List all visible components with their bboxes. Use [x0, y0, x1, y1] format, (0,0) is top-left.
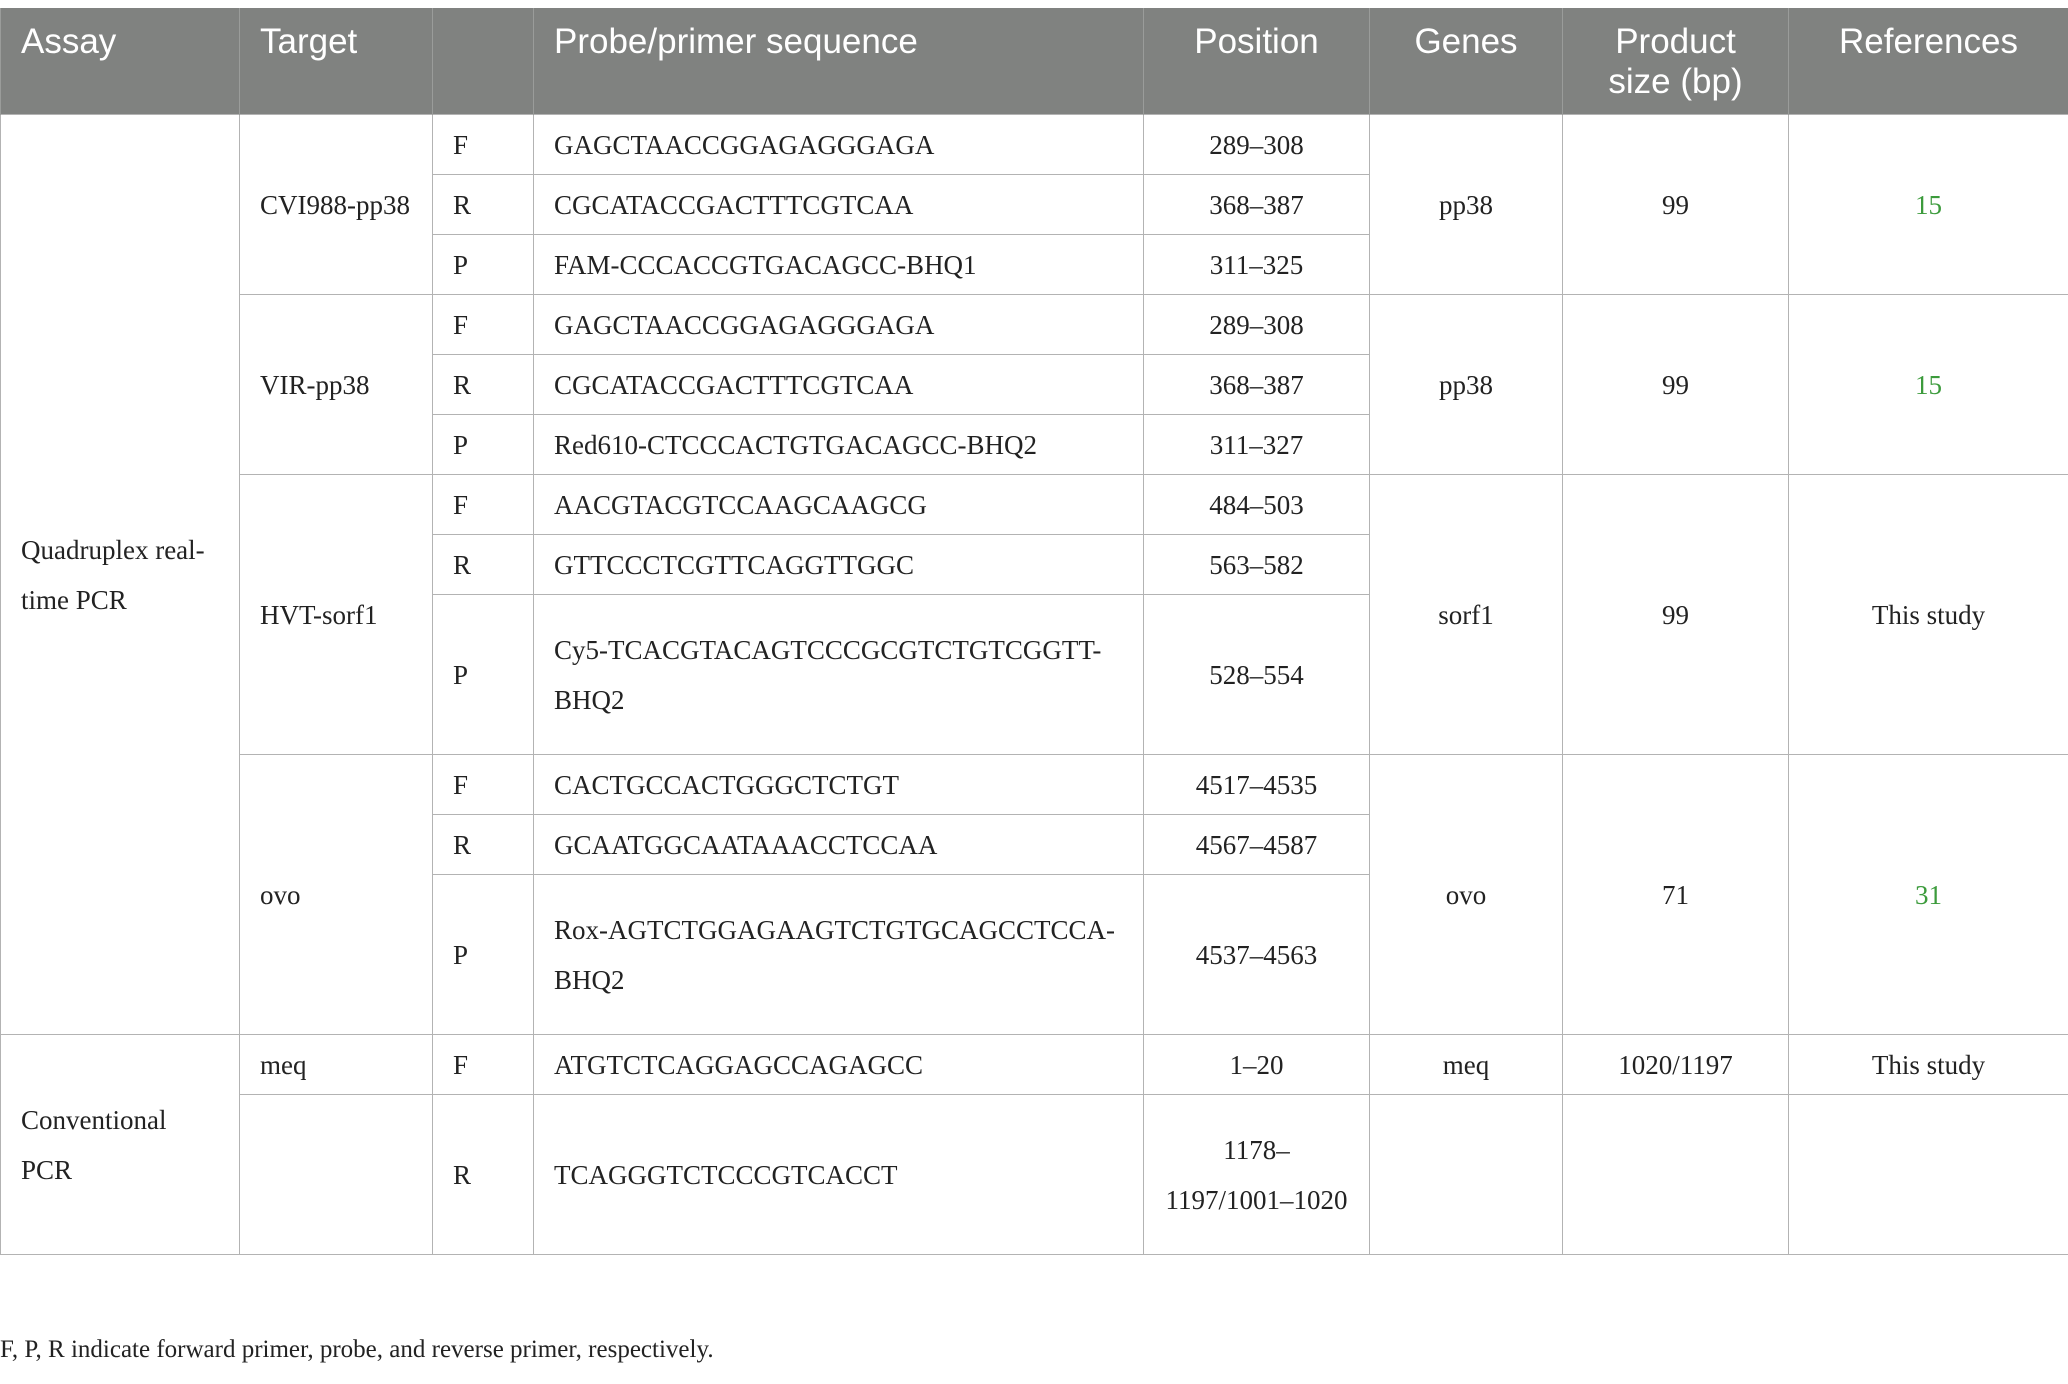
table-row — [1, 295, 2068, 355]
position-cell: 289–308 — [1144, 115, 1370, 175]
gene-cell: ovo — [1370, 755, 1563, 1035]
sequence-cell: ATGTCTCAGGAGCCAGAGCC — [534, 1035, 1144, 1095]
reference-cell: This study — [1789, 475, 2068, 755]
position-cell: 311–325 — [1144, 235, 1370, 295]
reference-label[interactable]: 31 — [1915, 879, 1942, 910]
header-genes: Genes — [1370, 8, 1563, 115]
table-row — [1, 475, 2068, 535]
table-row — [1, 1035, 2068, 1095]
sequence-cell: CGCATACCGACTTTCGTCAA — [534, 355, 1144, 415]
position-cell: 4517–4535 — [1144, 755, 1370, 815]
header-sequence: Probe/primer sequence — [534, 8, 1144, 115]
position-cell: 289–308 — [1144, 295, 1370, 355]
sequence-cell: GTTCCCTCGTTCAGGTTGGC — [534, 535, 1144, 595]
size-cell: 99 — [1563, 295, 1789, 475]
gene-cell: pp38 — [1370, 295, 1563, 475]
reference-link[interactable] — [1789, 115, 2068, 295]
type-cell: P — [433, 595, 534, 755]
reference-label[interactable]: 15 — [1915, 369, 1942, 400]
header-references: References — [1789, 8, 2068, 115]
position-cell: 311–327 — [1144, 415, 1370, 475]
sequence-cell: TCAGGGTCTCCCGTCACCT — [534, 1095, 1144, 1255]
target-cell: meq — [240, 1035, 433, 1095]
size-cell: 1020/1197 — [1563, 1035, 1789, 1095]
position-cell: 1178–1197/1001–1020 — [1144, 1095, 1370, 1255]
sequence-cell: FAM-CCCACCGTGACAGCC-BHQ1 — [534, 235, 1144, 295]
header-assay: Assay — [1, 8, 240, 115]
type-cell: P — [433, 415, 534, 475]
position-cell: 4537–4563 — [1144, 875, 1370, 1035]
type-cell: P — [433, 875, 534, 1035]
sequence-cell: GCAATGGCAATAAACCTCCAA — [534, 815, 1144, 875]
primer-probe-table — [0, 8, 2068, 1255]
type-cell: F — [433, 475, 534, 535]
type-cell: R — [433, 815, 534, 875]
reference-link[interactable] — [1789, 755, 2068, 1035]
sequence-cell: AACGTACGTCCAAGCAAGCG — [534, 475, 1144, 535]
position-cell: 368–387 — [1144, 175, 1370, 235]
header-target: Target — [240, 8, 433, 115]
position-cell: 484–503 — [1144, 475, 1370, 535]
sequence-cell: GAGCTAACCGGAGAGGGAGA — [534, 115, 1144, 175]
reference-link[interactable] — [1789, 295, 2068, 475]
size-cell-empty — [1563, 1095, 1789, 1255]
target-cell: CVI988-pp38 — [240, 115, 433, 295]
position-cell: 368–387 — [1144, 355, 1370, 415]
position-cell: 563–582 — [1144, 535, 1370, 595]
type-cell: P — [433, 235, 534, 295]
position-cell: 528–554 — [1144, 595, 1370, 755]
reference-cell-empty — [1789, 1095, 2068, 1255]
size-cell: 71 — [1563, 755, 1789, 1035]
type-cell: R — [433, 355, 534, 415]
type-cell: F — [433, 295, 534, 355]
type-cell: R — [433, 1095, 534, 1255]
sequence-cell: GAGCTAACCGGAGAGGGAGA — [534, 295, 1144, 355]
gene-cell: sorf1 — [1370, 475, 1563, 755]
table-row — [1, 755, 2068, 815]
header-type — [433, 8, 534, 115]
assay-cell: Conventional PCR — [1, 1035, 240, 1255]
type-cell: R — [433, 175, 534, 235]
sequence-cell: Rox-AGTCTGGAGAAGTCTGTGCAGCCTCCA-BHQ2 — [534, 875, 1144, 1035]
gene-cell: meq — [1370, 1035, 1563, 1095]
table-footnote: F, P, R indicate forward primer, probe, and reverse primer, respectively. — [0, 1336, 714, 1363]
reference-cell: This study — [1789, 1035, 2068, 1095]
sequence-cell: CACTGCCACTGGGCTCTGT — [534, 755, 1144, 815]
header-position: Position — [1144, 8, 1370, 115]
reference-label[interactable]: 15 — [1915, 189, 1942, 220]
position-cell: 1–20 — [1144, 1035, 1370, 1095]
type-cell: F — [433, 1035, 534, 1095]
target-cell-empty — [240, 1095, 433, 1255]
gene-cell-empty — [1370, 1095, 1563, 1255]
table-row — [1, 1095, 2068, 1255]
sequence-cell: Red610-CTCCCACTGTGACAGCC-BHQ2 — [534, 415, 1144, 475]
type-cell: R — [433, 535, 534, 595]
type-cell: F — [433, 755, 534, 815]
target-cell: HVT-sorf1 — [240, 475, 433, 755]
position-cell: 4567–4587 — [1144, 815, 1370, 875]
assay-cell: Quadruplex real-time PCR — [1, 115, 240, 1035]
size-cell: 99 — [1563, 475, 1789, 755]
sequence-cell: Cy5-TCACGTACAGTCCCGCGTCTGTCGGTT-BHQ2 — [534, 595, 1144, 755]
header-row — [1, 8, 2068, 115]
gene-cell: pp38 — [1370, 115, 1563, 295]
header-product-size: Product size (bp) — [1563, 8, 1789, 115]
target-cell: VIR-pp38 — [240, 295, 433, 475]
target-cell: ovo — [240, 755, 433, 1035]
sequence-cell: CGCATACCGACTTTCGTCAA — [534, 175, 1144, 235]
type-cell: F — [433, 115, 534, 175]
size-cell: 99 — [1563, 115, 1789, 295]
table-row — [1, 115, 2068, 175]
